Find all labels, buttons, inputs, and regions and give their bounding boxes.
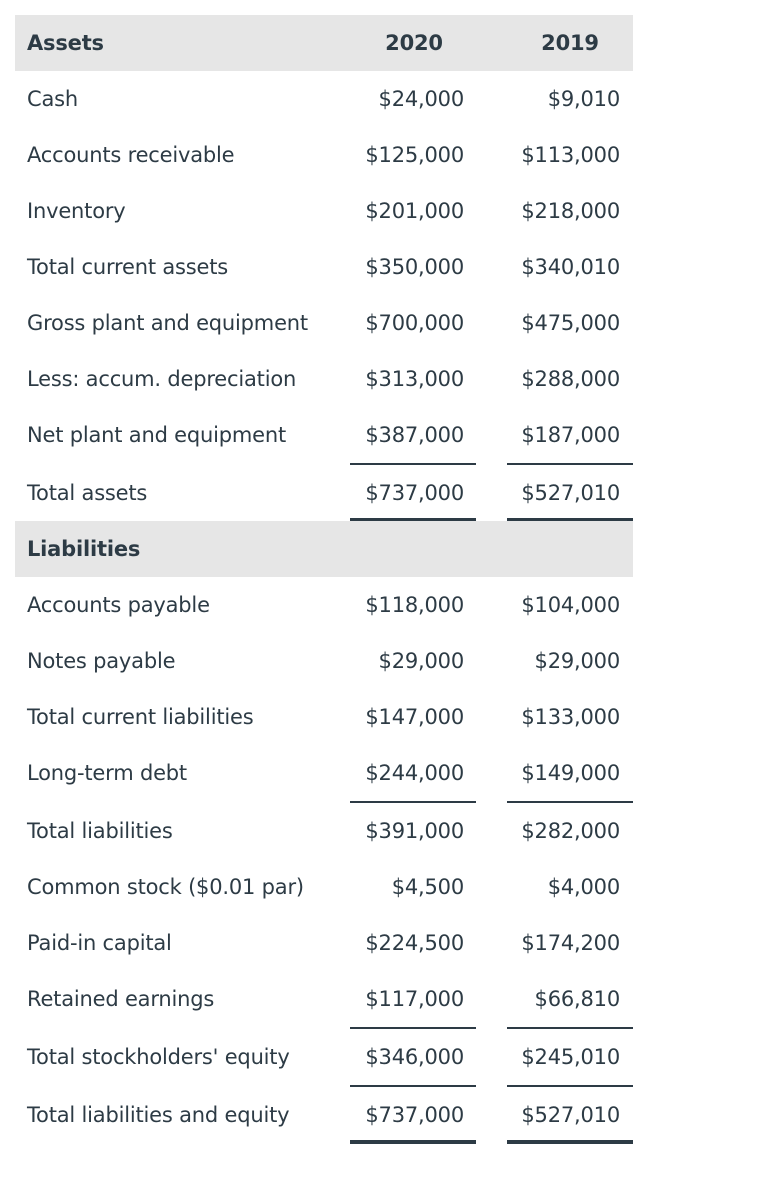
table-row-total-equity [15, 1027, 633, 1085]
value-2019: $29,000 [534, 649, 620, 673]
row-label: Total assets [27, 481, 148, 505]
table-row-common-stock [15, 859, 633, 915]
table-row-accum-depreciation [15, 351, 633, 407]
value-2019: $9,010 [547, 87, 620, 111]
value-2019: $187,000 [521, 423, 620, 447]
row-label: Common stock ($0.01 par) [27, 875, 304, 899]
value-2019: $4,000 [547, 875, 620, 899]
value-2020: $24,000 [378, 87, 464, 111]
row-label: Total liabilities and equity [27, 1103, 290, 1127]
value-2019: $340,010 [521, 255, 620, 279]
row-label: Net plant and equipment [27, 423, 287, 447]
row-label: Accounts receivable [27, 143, 235, 167]
row-label: Paid-in capital [27, 931, 172, 955]
table-row-gross-plant [15, 295, 633, 351]
value-2020: $224,500 [365, 931, 464, 955]
value-2019: $104,000 [521, 593, 620, 617]
table-row-total-liabilities [15, 801, 633, 859]
table-row-long-term-debt [15, 745, 633, 801]
row-label: Cash [27, 87, 78, 111]
value-2019: $475,000 [521, 311, 620, 335]
table-row-retained-earnings [15, 971, 633, 1027]
value-2019: $282,000 [521, 819, 620, 843]
liabilities-section-heading: Liabilities [27, 537, 141, 561]
table-row-accounts-payable [15, 577, 633, 633]
row-label: Inventory [27, 199, 126, 223]
value-2020: $387,000 [365, 423, 464, 447]
balance-sheet-table [15, 15, 633, 1143]
row-label: Total stockholders' equity [27, 1045, 290, 1069]
value-2020: $4,500 [391, 875, 464, 899]
value-2019: $288,000 [521, 367, 620, 391]
table-row-cash [15, 71, 633, 127]
value-2019: $527,010 [521, 1103, 620, 1127]
row-label: Less: accum. depreciation [27, 367, 297, 391]
value-2020: $737,000 [365, 1103, 464, 1127]
total-double-rule [350, 1140, 476, 1144]
row-label: Total liabilities [27, 819, 173, 843]
column-heading-2020: 2020 [385, 31, 443, 55]
value-2020: $125,000 [365, 143, 464, 167]
value-2020: $350,000 [365, 255, 464, 279]
value-2019: $527,010 [521, 481, 620, 505]
value-2020: $29,000 [378, 649, 464, 673]
value-2019: $218,000 [521, 199, 620, 223]
assets-header-row [15, 15, 633, 71]
table-row-total-liabilities-and-equity [15, 1085, 633, 1143]
value-2020: $391,000 [365, 819, 464, 843]
row-label: Accounts payable [27, 593, 210, 617]
value-2019: $149,000 [521, 761, 620, 785]
row-label: Long-term debt [27, 761, 187, 785]
value-2019: $245,010 [521, 1045, 620, 1069]
value-2019: $113,000 [521, 143, 620, 167]
value-2019: $66,810 [534, 987, 620, 1011]
row-label: Retained earnings [27, 987, 215, 1011]
table-row-inventory [15, 183, 633, 239]
table-row-net-plant [15, 407, 633, 463]
value-2020: $201,000 [365, 199, 464, 223]
table-row-total-current-liabilities [15, 689, 633, 745]
table-row-accounts-receivable [15, 127, 633, 183]
table-row-total-assets [15, 463, 633, 521]
row-label: Total current liabilities [27, 705, 254, 729]
value-2020: $346,000 [365, 1045, 464, 1069]
row-label: Total current assets [27, 255, 228, 279]
assets-section-heading: Assets [27, 31, 104, 55]
value-2020: $118,000 [365, 593, 464, 617]
total-double-rule [507, 1140, 633, 1144]
liabilities-header-row [15, 521, 633, 577]
table-row-notes-payable [15, 633, 633, 689]
value-2019: $174,200 [521, 931, 620, 955]
value-2020: $737,000 [365, 481, 464, 505]
value-2020: $244,000 [365, 761, 464, 785]
table-row-paid-in-capital [15, 915, 633, 971]
row-label: Gross plant and equipment [27, 311, 308, 335]
value-2020: $313,000 [365, 367, 464, 391]
table-row-total-current-assets [15, 239, 633, 295]
value-2019: $133,000 [521, 705, 620, 729]
row-label: Notes payable [27, 649, 176, 673]
value-2020: $700,000 [365, 311, 464, 335]
value-2020: $147,000 [365, 705, 464, 729]
value-2020: $117,000 [365, 987, 464, 1011]
column-heading-2019: 2019 [541, 31, 599, 55]
